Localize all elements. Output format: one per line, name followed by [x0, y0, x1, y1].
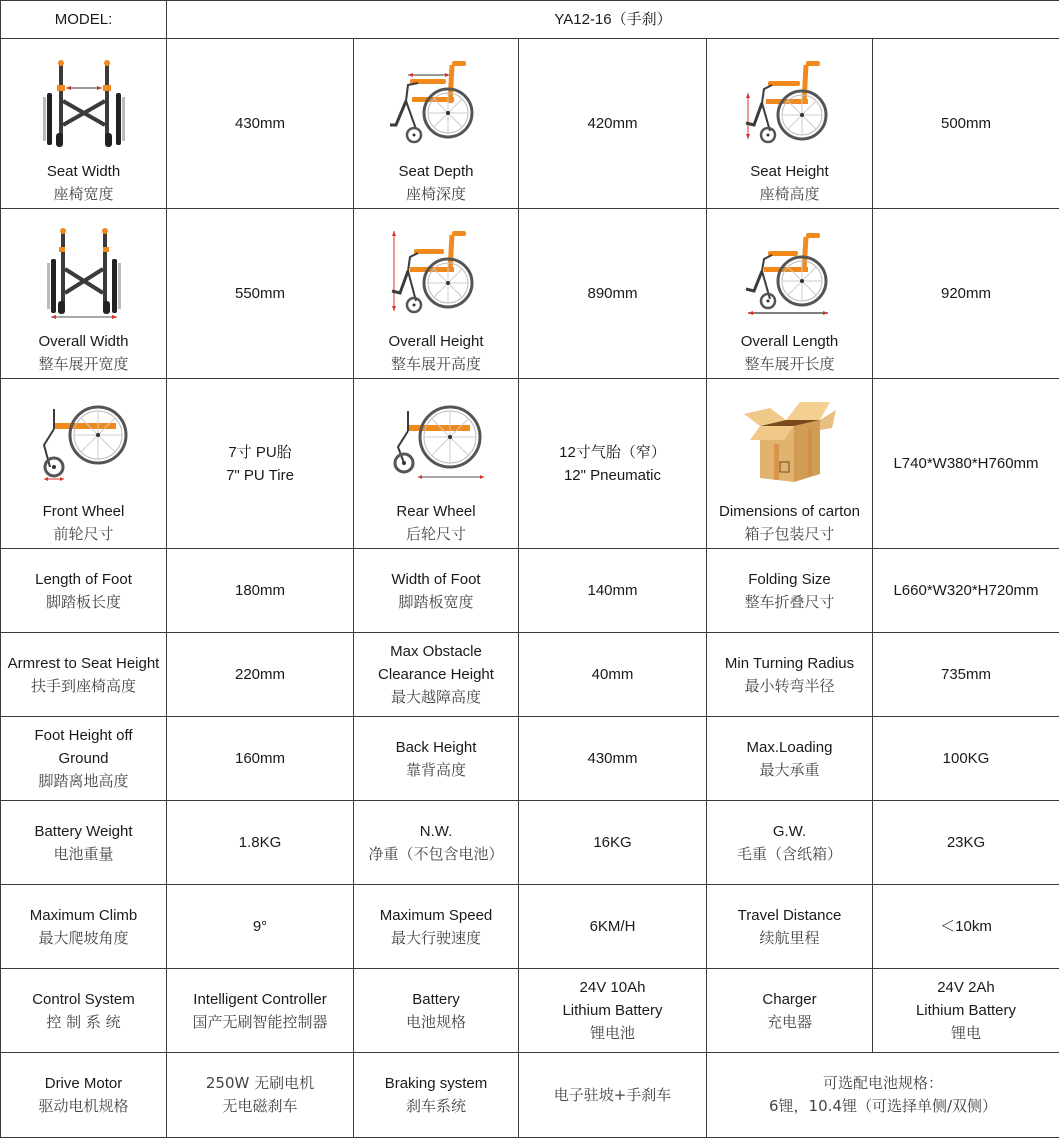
spec-label: Dimensions of carton 箱子包装尺寸 — [707, 500, 872, 546]
spec-row-overall — [1, 209, 1059, 379]
spec-value-braking: 电子驻坡+手刹车 — [519, 1053, 707, 1138]
spec-value: 6KM/H — [519, 885, 707, 969]
spec-label: Front Wheel 前轮尺寸 — [1, 500, 166, 546]
spec-value: 430mm — [519, 717, 707, 801]
header-row — [1, 1, 1059, 39]
spec-label: Armrest to Seat Height 扶手到座椅高度 — [1, 633, 167, 717]
spec-cell-seat-height — [707, 39, 873, 209]
spec-value-drive-motor: 250W 无刷电机 无电磁刹车 — [167, 1053, 354, 1138]
spec-label: Seat Depth 座椅深度 — [354, 160, 518, 206]
spec-cell-rear-wheel — [354, 379, 519, 549]
spec-label: Overall Length 整车展开长度 — [707, 330, 872, 376]
wheelchair-side-overall-height-icon — [356, 209, 516, 327]
spec-value: 9° — [167, 885, 354, 969]
spec-label: Travel Distance 续航里程 — [707, 885, 873, 969]
spec-cell-seat-depth — [354, 39, 519, 209]
spec-label: Battery 电池规格 — [354, 969, 519, 1053]
spec-row-loading — [1, 717, 1059, 801]
spec-value: 24V 2Ah Lithium Battery 锂电 — [873, 969, 1059, 1053]
wheelchair-front-seat-width-icon — [3, 39, 164, 157]
spec-value: ＜10km — [873, 885, 1059, 969]
spec-cell-overall-height — [354, 209, 519, 379]
spec-label-drive-motor: Drive Motor 驱动电机规格 — [1, 1053, 167, 1138]
spec-cell-front-wheel — [1, 379, 167, 549]
spec-value-rear-wheel: 12寸气胎（窄） 12" Pneumatic — [519, 379, 707, 549]
spec-value-overall-length: 920mm — [873, 209, 1059, 379]
spec-value: 180mm — [167, 549, 354, 633]
spec-row-wheels — [1, 379, 1059, 549]
spec-value: 160mm — [167, 717, 354, 801]
spec-value: 140mm — [519, 549, 707, 633]
spec-row-performance — [1, 885, 1059, 969]
spec-cell-seat-width — [1, 39, 167, 209]
battery-options-note: 可选配电池规格： 6锂，10.4锂（可选择单侧/双侧） — [707, 1053, 1059, 1138]
spec-label: Rear Wheel 后轮尺寸 — [354, 500, 518, 546]
spec-label: Back Height 靠背高度 — [354, 717, 519, 801]
spec-value: L660*W320*H720mm — [873, 549, 1059, 633]
wheelchair-rear-wheel-icon — [356, 379, 516, 497]
spec-label: Width of Foot 脚踏板宽度 — [354, 549, 519, 633]
spec-label: Length of Foot 脚踏板长度 — [1, 549, 167, 633]
spec-label: Overall Width 整车展开宽度 — [1, 330, 166, 376]
spec-value: 1.8KG — [167, 801, 354, 885]
spec-row-foot — [1, 549, 1059, 633]
spec-value-seat-width: 430mm — [167, 39, 354, 209]
spec-label: Maximum Speed 最大行驶速度 — [354, 885, 519, 969]
spec-label: Foot Height off Ground 脚踏离地高度 — [1, 717, 167, 801]
wheelchair-side-seat-height-icon — [709, 39, 870, 157]
spec-label: Max.Loading 最大承重 — [707, 717, 873, 801]
wheelchair-side-seat-depth-icon — [356, 39, 516, 157]
spec-value: 100KG — [873, 717, 1059, 801]
spec-label: Max Obstacle Clearance Height 最大越障高度 — [354, 633, 519, 717]
spec-value-overall-width: 550mm — [167, 209, 354, 379]
spec-value-carton: L740*W380*H760mm — [873, 379, 1059, 549]
spec-label: N.W. 净重（不包含电池） — [354, 801, 519, 885]
carton-box-icon — [709, 379, 870, 497]
spec-label: Min Turning Radius 最小转弯半径 — [707, 633, 873, 717]
spec-cell-overall-length — [707, 209, 873, 379]
spec-value: 24V 10Ah Lithium Battery 锂电池 — [519, 969, 707, 1053]
spec-row-heights — [1, 633, 1059, 717]
spec-value: 16KG — [519, 801, 707, 885]
spec-value-seat-height: 500mm — [873, 39, 1059, 209]
spec-label: G.W. 毛重（含纸箱） — [707, 801, 873, 885]
spec-value: 23KG — [873, 801, 1059, 885]
spec-label: Seat Width 座椅宽度 — [1, 160, 166, 206]
model-value: YA12-16（手刹） — [167, 1, 1059, 39]
spec-label: Seat Height 座椅高度 — [707, 160, 872, 206]
spec-row-drive — [1, 1053, 1059, 1138]
spec-value-seat-depth: 420mm — [519, 39, 707, 209]
spec-row-electrical — [1, 969, 1059, 1053]
wheelchair-front-overall-width-icon — [3, 209, 164, 327]
spec-cell-overall-width — [1, 209, 167, 379]
spec-row-seat — [1, 39, 1059, 209]
spec-label: Charger 充电器 — [707, 969, 873, 1053]
spec-row-weights — [1, 801, 1059, 885]
spec-value-front-wheel: 7寸 PU胎 7" PU Tire — [167, 379, 354, 549]
spec-value: 220mm — [167, 633, 354, 717]
spec-value: 40mm — [519, 633, 707, 717]
spec-value: 735mm — [873, 633, 1059, 717]
spec-label-braking: Braking system 刹车系统 — [354, 1053, 519, 1138]
spec-label: Control System 控 制 系 统 — [1, 969, 167, 1053]
spec-value: Intelligent Controller 国产无刷智能控制器 — [167, 969, 354, 1053]
spec-value-overall-height: 890mm — [519, 209, 707, 379]
wheelchair-side-overall-length-icon — [709, 209, 870, 327]
spec-label: Maximum Climb 最大爬坡角度 — [1, 885, 167, 969]
spec-label: Overall Height 整车展开高度 — [354, 330, 518, 376]
wheelchair-front-wheel-icon — [3, 379, 164, 497]
model-label: MODEL: — [1, 1, 167, 39]
spec-label: Battery Weight 电池重量 — [1, 801, 167, 885]
spec-label: Folding Size 整车折叠尺寸 — [707, 549, 873, 633]
spec-cell-carton — [707, 379, 873, 549]
